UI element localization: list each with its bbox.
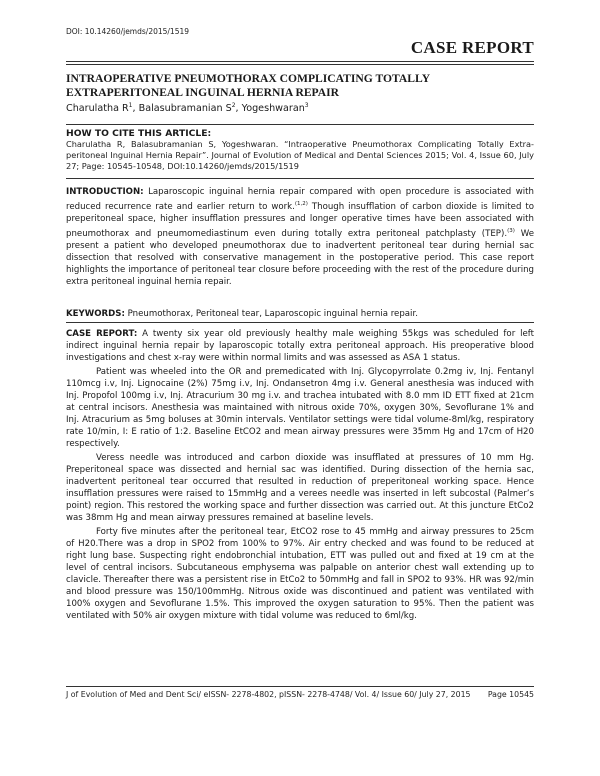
reference-marker: (1,2) <box>294 201 308 207</box>
case-paragraph: Veress needle was introduced and carbon dioxide was insufflated at pressures of 10 mm Hg. Preperitoneal space was dissected and hernial sac was identified. During dissection of the hernia sac, inadvertent peritoneal tear occurred that resulted in reduction of preperitoneal working space. Hence insufflation pressures were raised to 15mmHg and a verees needle was inserted in left subcostal (Palmer’s point) region. This restored the working space and further dissection was carried out. At this juncture EtCo2 was 38mm Hg and mean airway pressures remained at baseline levels. <box>66 453 534 523</box>
article-title: INTRAOPERATIVE PNEUMOTHORAX COMPLICATING TOTALLY EXTRAPERITONEAL INGUINAL HERNIA REPAIR <box>66 72 430 99</box>
case-report-body <box>66 328 534 624</box>
footer-journal: J of Evolution of Med and Dent Sci/ eISSN- 2278-4802, pISSN- 2278-4748/ Vol. 4/ Issue 60/ July 27, 2015 <box>66 690 471 699</box>
introduction-paragraph <box>66 186 534 288</box>
keywords-label: KEYWORDS: <box>66 309 125 319</box>
introduction-label: INTRODUCTION: <box>66 187 144 197</box>
case-report-label: CASE REPORT: <box>66 329 138 339</box>
case-paragraph-text: A twenty six year old previously healthy male weighing 55kgs was scheduled for left indirect inguinal hernia repair by laparoscopic totally extra peritoneal approach. His preoperative blood investigations and chest x-ray were within normal limits and was assessed as ASA 1 status. <box>66 329 534 363</box>
header-rule-thin <box>66 64 534 65</box>
keywords-line <box>66 308 534 320</box>
doi-line: DOI: 10.14260/jemds/2015/1519 <box>66 27 190 36</box>
section-rule <box>66 124 534 125</box>
introduction-text: Though insufflation of carbon dioxide is limited to preperitoneal space, higher insufflation pressures and longer operative times have been associated with pneumothorax and pneumomediastinum even during totally extra peritoneal patchplasty (TEP). <box>66 201 535 239</box>
author-affiliation: 2 <box>231 102 236 109</box>
author-name: Balasubramanian S <box>138 103 232 115</box>
keywords-text: Pneumothorax, Peritoneal tear, Laparoscopic inguinal hernia repair. <box>124 309 418 319</box>
author-name: Yogeshwaran <box>241 103 305 115</box>
author-affiliation: 1 <box>128 102 133 109</box>
introduction-text: Laparoscopic inguinal hernia repair compared with open procedure is associated with reduced recurrence rate and earlier return to work. <box>66 187 534 212</box>
author-affiliation: 3 <box>304 102 309 109</box>
footer-page-number: Page 10545 <box>487 690 534 699</box>
section-rule <box>66 322 534 323</box>
citation-text: Charulatha R, Balasubramanian S, Yogeshwaran. “Intraoperative Pneumothorax Complicating Totally Extra-peritoneal Inguinal Hernia Repair”. Journal of Evolution of Medical and Dental Sciences 2015; Vol. 4, Issue 60, July 27; Page: 10545-10548, DOI:10.14260/jemds/2015/1519 <box>66 139 534 171</box>
author-name: Charulatha R <box>66 103 129 115</box>
section-rule <box>66 178 534 179</box>
introduction-text: We present a patient who developed pneumothorax due to inadvertent peritoneal tear during hernial sac dissection that resolved with conservative management in the postoperative period. This case report highlights the importance of peritoneal tear closure before proceeding with the rest of the procedure during extra peritoneal inguinal hernia repair. <box>66 228 534 287</box>
header-rule <box>66 61 534 62</box>
case-paragraph <box>66 328 534 364</box>
case-paragraph: Patient was wheeled into the OR and premedicated with Inj. Glycopyrrolate 0.2mg iv, Inj. Fentanyl 110mcg i.v, Inj. Lignocaine (2%) 75mg i.v, Inj. Ondansetron 4mg i.v. General anesthesia was induced with Inj. Propofol 100mg i.v, Inj. Atracurium 30 mg i.v. and trachea intubated with 8.0 mm ID ETT fixed at 21cm at central incisors. Anesthesia was maintained with nitrous oxide 70%, oxygen 30%, Sevoflurane 1% and Inj. Atracurium as 5mg boluses at 30min intervals. Ventilator settings were tidal volume-8ml/kg, respiratory rate 10/min, I: E ratio of 1:2. Baseline EtCO2 and mean airway pressures were 35mm Hg and 17cm of H20 respectively. <box>66 367 534 449</box>
reference-marker: (3) <box>507 227 515 234</box>
how-to-cite-label: HOW TO CITE THIS ARTICLE: <box>66 128 212 139</box>
footer-rule <box>66 686 534 687</box>
author-list: Charulatha $R^1$, Balasubramanian $S^2$, Yogeshwaran$^3$ <box>66 102 309 115</box>
section-heading: CASE REPORT <box>410 38 534 57</box>
case-paragraph: Forty five minutes after the peritoneal tear, EtCO2 rose to 45 mmHg and airway pressures to 25cm of H20.There was a drop in SPO2 from 100% to 97%. Air entry checked and was found to be reduced at right lung base. Suspecting right endobronchial intubation, ETT was pulled out and fixed at 19 cm at the level of central incisors. Subcutaneous emphysema was palpable on anterior chest wall extending up to clavicle. Thereafter there was a persistent rise in EtCo2 to 50mmHg and fall in SPO2 to 93%. HR was 92/min and blood pressure was 150/100mmHg. Nitrous oxide was discontinued and patient was ventilated with 100% oxygen and Sevoflurane 1.5%. This improved the oxygen saturation to 95%. Then the patient was ventilated with 50% air oxygen mixture with tidal volume was reduced to 6ml/kg. <box>66 527 534 621</box>
